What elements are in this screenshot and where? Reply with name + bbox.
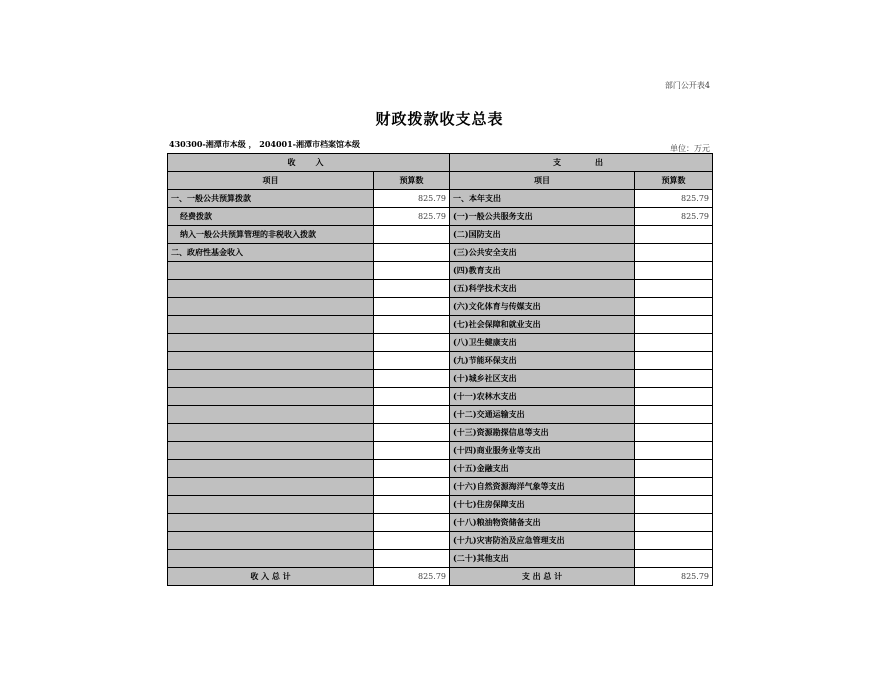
expense-total-value: 825.79 xyxy=(635,568,713,586)
expense-value xyxy=(635,532,713,550)
table-row xyxy=(168,352,713,370)
income-value xyxy=(374,316,450,334)
header-row-columns xyxy=(168,172,713,190)
income-item xyxy=(168,424,374,442)
income-value xyxy=(374,406,450,424)
income-item-header: 项目 xyxy=(168,172,374,190)
expense-item: (十)城乡社区支出 xyxy=(450,370,635,388)
expense-item-header: 项目 xyxy=(450,172,635,190)
table-row xyxy=(168,424,713,442)
income-value xyxy=(374,550,450,568)
income-value xyxy=(374,298,450,316)
table-row xyxy=(168,514,713,532)
table-row xyxy=(168,496,713,514)
income-value xyxy=(374,352,450,370)
income-item xyxy=(168,298,374,316)
table-row xyxy=(168,298,713,316)
expense-value xyxy=(635,478,713,496)
expense-value xyxy=(635,442,713,460)
income-total-label: 收 入 总 计 xyxy=(168,568,374,586)
expense-budget-header: 预算数 xyxy=(635,172,713,190)
income-item xyxy=(168,478,374,496)
income-item xyxy=(168,496,374,514)
table-row xyxy=(168,370,713,388)
income-item: 一、一般公共预算拨款 xyxy=(168,190,374,208)
table-row xyxy=(168,262,713,280)
expense-value xyxy=(635,460,713,478)
table-row xyxy=(168,532,713,550)
income-item xyxy=(168,388,374,406)
expense-item: (七)社会保障和就业支出 xyxy=(450,316,635,334)
table-row xyxy=(168,280,713,298)
unit-label: 单位：万元 xyxy=(670,144,710,153)
expense-value xyxy=(635,244,713,262)
table-row xyxy=(168,244,713,262)
income-value xyxy=(374,532,450,550)
expense-item: (六)文化体育与传媒支出 xyxy=(450,298,635,316)
expense-value xyxy=(635,334,713,352)
expense-value xyxy=(635,298,713,316)
income-item xyxy=(168,532,374,550)
income-item xyxy=(168,316,374,334)
expense-item: (十二)交通运输支出 xyxy=(450,406,635,424)
expense-item: (十四)商业服务业等支出 xyxy=(450,442,635,460)
table-row xyxy=(168,226,713,244)
expense-value xyxy=(635,352,713,370)
expense-item: 一、本年支出 xyxy=(450,190,635,208)
income-item xyxy=(168,514,374,532)
expense-value xyxy=(635,496,713,514)
table-row xyxy=(168,334,713,352)
income-item xyxy=(168,550,374,568)
table-row xyxy=(168,460,713,478)
expense-item: (十一)农林水支出 xyxy=(450,388,635,406)
income-item xyxy=(168,370,374,388)
expense-item: (十五)金融支出 xyxy=(450,460,635,478)
income-item: 经费拨款 xyxy=(168,208,374,226)
expense-item: (一)一般公共服务支出 xyxy=(450,208,635,226)
expense-item: (九)节能环保支出 xyxy=(450,352,635,370)
income-value xyxy=(374,478,450,496)
form-number: 部门公开表4 xyxy=(664,81,710,90)
income-value xyxy=(374,334,450,352)
table-row xyxy=(168,406,713,424)
income-item xyxy=(168,406,374,424)
table-row xyxy=(168,478,713,496)
income-item xyxy=(168,262,374,280)
expense-item: (八)卫生健康支出 xyxy=(450,334,635,352)
expense-item: (十六)自然资源海洋气象等支出 xyxy=(450,478,635,496)
income-value xyxy=(374,442,450,460)
income-value xyxy=(374,244,450,262)
income-item xyxy=(168,460,374,478)
expense-value xyxy=(635,226,713,244)
income-item xyxy=(168,334,374,352)
expense-item: (十七)住房保障支出 xyxy=(450,496,635,514)
income-item: 二、政府性基金收入 xyxy=(168,244,374,262)
expense-value xyxy=(635,550,713,568)
expense-item: (四)教育支出 xyxy=(450,262,635,280)
table-row xyxy=(168,190,713,208)
expense-value: 825.79 xyxy=(635,190,713,208)
expense-item: (五)科学技术支出 xyxy=(450,280,635,298)
income-value xyxy=(374,280,450,298)
income-total-value: 825.79 xyxy=(374,568,450,586)
header-row-sections xyxy=(168,154,713,172)
totals-row xyxy=(168,568,713,586)
table-row xyxy=(168,442,713,460)
expense-item: (二)国防支出 xyxy=(450,226,635,244)
income-value xyxy=(374,424,450,442)
income-header: 收 入 xyxy=(168,154,450,172)
income-value xyxy=(374,388,450,406)
expense-value xyxy=(635,280,713,298)
income-item xyxy=(168,442,374,460)
expense-item: (二十)其他支出 xyxy=(450,550,635,568)
expense-value xyxy=(635,424,713,442)
expense-total-label: 支 出 总 计 xyxy=(450,568,635,586)
expense-value xyxy=(635,370,713,388)
income-value xyxy=(374,496,450,514)
income-item xyxy=(168,280,374,298)
expense-value xyxy=(635,406,713,424)
expense-value xyxy=(635,388,713,406)
expense-value xyxy=(635,514,713,532)
table-row xyxy=(168,208,713,226)
table-row xyxy=(168,388,713,406)
budget-table xyxy=(167,153,713,586)
income-value xyxy=(374,262,450,280)
income-value xyxy=(374,370,450,388)
income-value xyxy=(374,226,450,244)
organization-label: 430300-湘潭市本级 ， 204001-湘潭市档案馆本级 xyxy=(169,139,361,149)
income-value xyxy=(374,460,450,478)
table-row xyxy=(168,316,713,334)
income-value xyxy=(374,514,450,532)
income-budget-header: 预算数 xyxy=(374,172,450,190)
expense-item: (十九)灾害防治及应急管理支出 xyxy=(450,532,635,550)
income-value: 825.79 xyxy=(374,190,450,208)
expense-item: (三)公共安全支出 xyxy=(450,244,635,262)
expense-value: 825.79 xyxy=(635,208,713,226)
income-value: 825.79 xyxy=(374,208,450,226)
expense-item: (十三)资源勘探信息等支出 xyxy=(450,424,635,442)
income-item: 纳入一般公共预算管理的非税收入拨款 xyxy=(168,226,374,244)
income-item xyxy=(168,352,374,370)
expense-item: (十八)粮油物资储备支出 xyxy=(450,514,635,532)
expense-value xyxy=(635,262,713,280)
expense-value xyxy=(635,316,713,334)
page-title: 财政拨款收支总表 xyxy=(375,110,504,128)
table-row xyxy=(168,550,713,568)
expense-header: 支 出 xyxy=(450,154,713,172)
